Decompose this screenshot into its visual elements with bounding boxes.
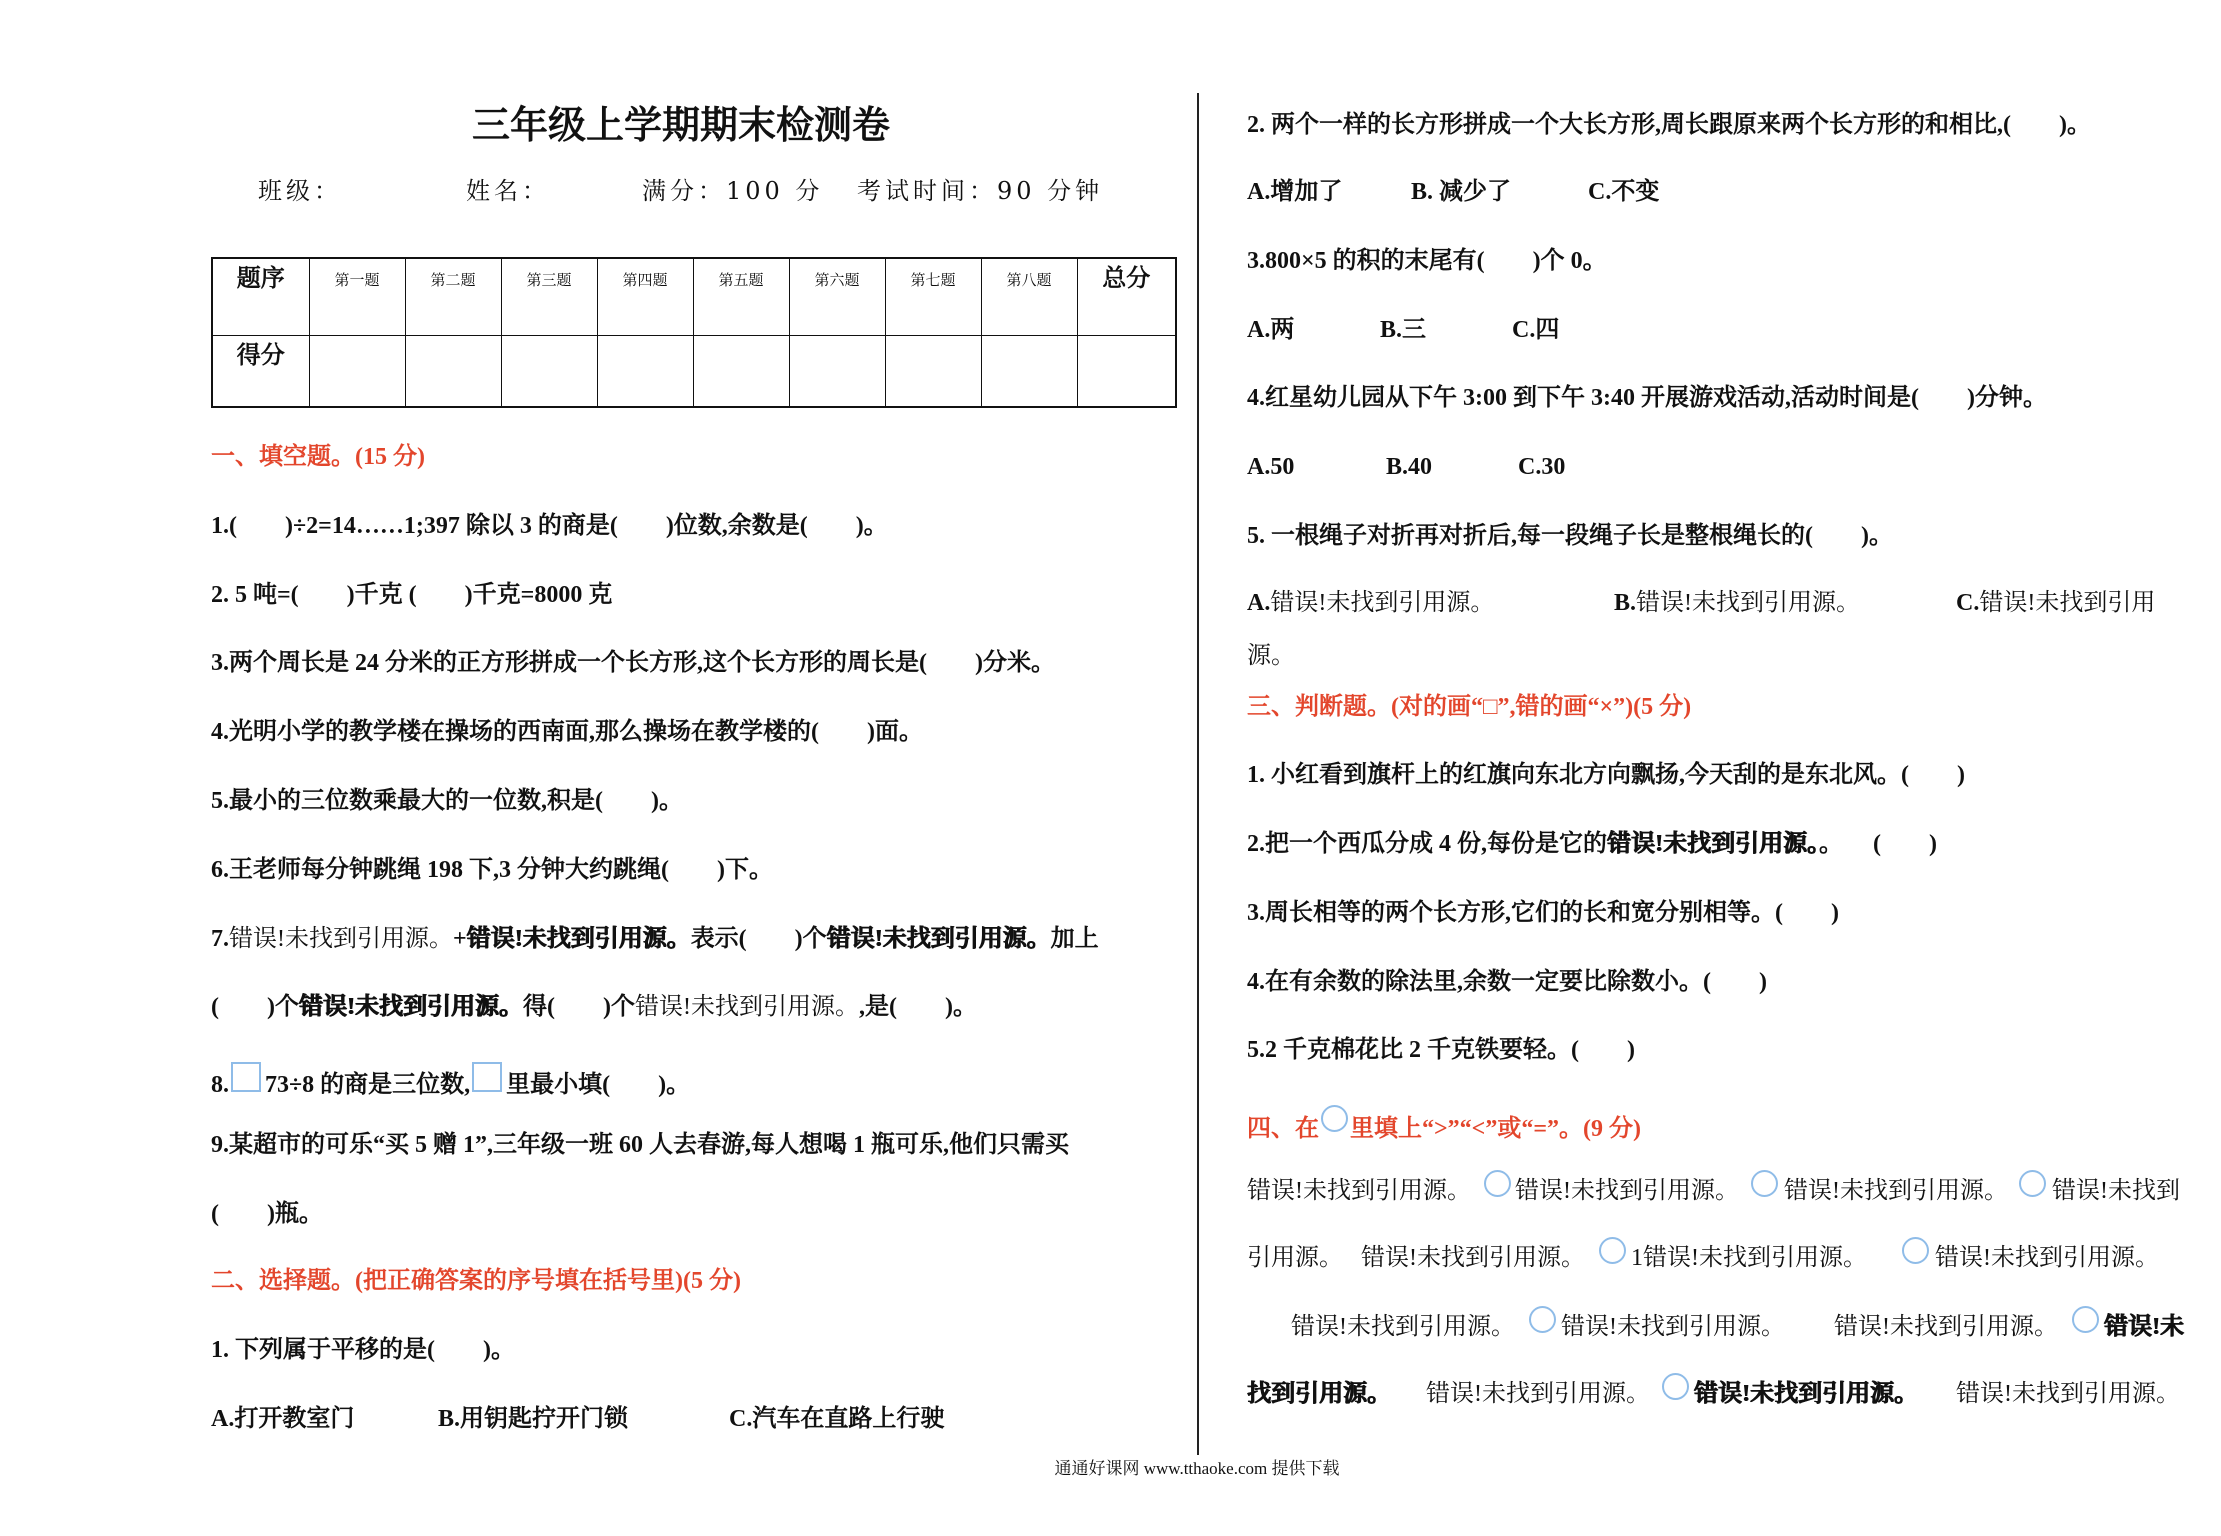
score-cell bbox=[693, 336, 789, 408]
option-c: C.30 bbox=[1518, 454, 1566, 480]
exam-title: 三年级上学期期末检测卷 bbox=[471, 105, 890, 147]
q7-text: 加上 bbox=[1050, 926, 1099, 952]
fill-in-q2: 2. 5 吨=( )千克 ( )千克=8000 克 bbox=[211, 582, 613, 608]
page-footer: 通通好课网 www.tthaoke.com 提供下载 bbox=[1054, 1459, 1340, 1478]
reference-error-text: 错误!未找到引用源。 bbox=[1426, 1381, 1650, 1407]
reference-error-text: 错误!未找到引用源。 bbox=[826, 926, 1051, 952]
true-false-q1: 1. 小红看到旗杆上的红旗向东北方向飘扬,今天刮的是东北风。( ) bbox=[1247, 762, 1965, 788]
reference-error-text: 错误!未找到引用源。 bbox=[298, 994, 523, 1020]
reference-error-text: 错误!未找到引用源。 bbox=[466, 926, 691, 952]
q7-text: + bbox=[453, 926, 467, 952]
compare-circle-icon bbox=[1599, 1237, 1626, 1264]
reference-error-text: 错误!未找到引用源。 bbox=[1935, 1245, 2159, 1271]
option-label: B. bbox=[1614, 590, 1637, 616]
option-label: A. bbox=[1247, 590, 1271, 616]
score-cell bbox=[789, 336, 885, 408]
score-label-cell: 得分 bbox=[212, 336, 309, 408]
reference-error-text: 错误!未找到引用源。 bbox=[1956, 1381, 2180, 1407]
reference-error-text: 错误!未找到引用源。 bbox=[1247, 1178, 1471, 1204]
option-b: B.40 bbox=[1386, 454, 1433, 480]
q7-text: 得( )个 bbox=[522, 994, 635, 1020]
reference-error-text: 错误!未找到引用源。 bbox=[1636, 590, 1861, 616]
option-b: B. 减少了 bbox=[1411, 179, 1512, 205]
compare-circle-icon bbox=[2072, 1306, 2099, 1333]
reference-error-text: 错误!未找到引用源。 bbox=[1291, 1314, 1515, 1340]
column-header-1: 第一题 bbox=[309, 258, 405, 336]
score-cell bbox=[309, 336, 405, 408]
section-heading-fill-in: 一、填空题。(15 分) bbox=[211, 444, 425, 470]
section-heading-compare bbox=[1247, 1105, 1642, 1142]
row-header-cell: 题序 bbox=[212, 258, 309, 336]
choice-q5-continuation: 源。 bbox=[1247, 643, 1295, 669]
reference-error-text: 找到引用源。 bbox=[1247, 1381, 1391, 1407]
true-false-q4: 4.在有余数的除法里,余数一定要比除数小。( ) bbox=[1247, 969, 1767, 995]
q7-text: ( )个 bbox=[211, 994, 299, 1020]
q7-text: 7. bbox=[211, 926, 229, 952]
true-false-q5: 5.2 千克棉花比 2 千克铁要轻。( ) bbox=[1247, 1037, 1635, 1063]
option-b: B.三 bbox=[1380, 317, 1427, 343]
fill-in-q8 bbox=[211, 1062, 691, 1098]
fill-in-q4: 4.光明小学的教学楼在操场的西南面,那么操场在教学楼的( )面。 bbox=[211, 719, 923, 745]
reference-error-text: 错误!未找到引用源。 bbox=[1561, 1314, 1785, 1340]
reference-error-text: 错误!未找到引用 bbox=[1979, 590, 2156, 616]
true-false-q3: 3.周长相等的两个长方形,它们的长和宽分别相等。( ) bbox=[1247, 900, 1839, 926]
true-false-q2 bbox=[1247, 830, 1937, 858]
class-label: 班级： bbox=[258, 177, 342, 205]
reference-error-text: 错误!未 bbox=[2104, 1314, 2184, 1340]
column-divider bbox=[1197, 93, 1199, 1455]
tf-q2-text: 2.把一个西瓜分成 4 份,每份是它的 bbox=[1247, 831, 1607, 857]
compare-heading-text: 里填上“>”“<”或“=”。(9 分) bbox=[1350, 1116, 1642, 1142]
option-b bbox=[1614, 589, 1860, 617]
option-c: C.汽车在直路上行驶 bbox=[729, 1406, 945, 1432]
q8-text: 73÷8 的商是三位数, bbox=[265, 1072, 471, 1098]
column-header-6: 第六题 bbox=[789, 258, 885, 336]
score-table bbox=[211, 257, 1177, 408]
reference-error-text: 错误!未找到引用源。 bbox=[634, 994, 859, 1020]
fill-in-q7-line2 bbox=[211, 993, 977, 1021]
reference-error-text: 错误!未找到引用源。 bbox=[229, 926, 453, 952]
name-label: 姓名： bbox=[466, 177, 550, 205]
reference-error-text: 错误!未找到引用源。 bbox=[1607, 831, 1819, 857]
reference-error-text: 引用源。 bbox=[1247, 1245, 1343, 1271]
fill-in-q1: 1.( )÷2=14……1;397 除以 3 的商是( )位数,余数是( )。 bbox=[211, 513, 888, 539]
column-header-3: 第三题 bbox=[501, 258, 597, 336]
choice-q1-stem: 1. 下列属于平移的是( )。 bbox=[211, 1337, 515, 1363]
reference-error-text: 错误!未找到引用源。 bbox=[1784, 1178, 2008, 1204]
score-cell bbox=[1077, 336, 1176, 408]
full-score: 满分：100 分 bbox=[642, 177, 824, 205]
compare-circle-icon bbox=[1751, 1170, 1778, 1197]
exam-time: 考试时间：90 分钟 bbox=[857, 177, 1104, 205]
score-table-score-row bbox=[212, 336, 1176, 408]
reference-error-text: 错误!未找到引用源。 bbox=[1361, 1245, 1585, 1271]
choice-q2-stem: 2. 两个一样的长方形拼成一个大长方形,周长跟原来两个长方形的和相比,( )。 bbox=[1247, 112, 2091, 138]
choice-q5-stem: 5. 一根绳子对折再对折后,每一段绳子长是整根绳长的( )。 bbox=[1247, 523, 1893, 549]
choice-q4-stem: 4.红星幼儿园从下午 3:00 到下午 3:40 开展游戏活动,活动时间是( )分钟。 bbox=[1247, 385, 2047, 411]
compare-circle-icon bbox=[2019, 1170, 2046, 1197]
reference-error-text: 错误!未找到 bbox=[2052, 1178, 2180, 1204]
column-header-7: 第七题 bbox=[885, 258, 981, 336]
reference-error-text: 错误!未找到引用源。 bbox=[1834, 1314, 2058, 1340]
option-c: C.不变 bbox=[1588, 179, 1660, 205]
blank-box-icon bbox=[472, 1062, 502, 1092]
option-a: A.两 bbox=[1247, 317, 1295, 343]
q7-text: 表示( )个 bbox=[690, 926, 827, 952]
reference-error-text: 错误!未找到引用源。 bbox=[1515, 1178, 1739, 1204]
section-heading-true-false: 三、判断题。(对的画“□”,错的画“×”)(5 分) bbox=[1247, 694, 1692, 720]
column-header-5: 第五题 bbox=[693, 258, 789, 336]
blank-box-icon bbox=[231, 1062, 261, 1092]
choice-q3-stem: 3.800×5 的积的末尾有( )个 0。 bbox=[1247, 248, 1607, 274]
compare-circle-icon bbox=[1321, 1105, 1348, 1132]
compare-circle-icon bbox=[1529, 1306, 1556, 1333]
q8-text: 里最小填( )。 bbox=[506, 1072, 691, 1098]
option-label: C. bbox=[1956, 590, 1980, 616]
score-cell bbox=[981, 336, 1077, 408]
compare-circle-icon bbox=[1902, 1237, 1929, 1264]
score-cell bbox=[501, 336, 597, 408]
score-cell bbox=[405, 336, 501, 408]
reference-error-text: 错误!未找到引用源。 bbox=[1694, 1381, 1918, 1407]
section-heading-choice: 二、选择题。(把正确答案的序号填在括号里)(5 分) bbox=[211, 1268, 741, 1294]
fill-in-q3: 3.两个周长是 24 分米的正方形拼成一个长方形,这个长方形的周长是( )分米。 bbox=[211, 650, 1055, 676]
fill-in-q7-line1 bbox=[211, 925, 1099, 953]
fill-in-q5: 5.最小的三位数乘最大的一位数,积是( )。 bbox=[211, 788, 683, 814]
compare-heading-text: 四、在 bbox=[1247, 1116, 1319, 1142]
fill-in-q9-line2: ( )瓶。 bbox=[211, 1201, 323, 1227]
answer-parentheses: ( ) bbox=[1873, 831, 1937, 857]
fill-in-q9-line1: 9.某超市的可乐“买 5 赠 1”,三年级一班 60 人去春游,每人想喝 1 瓶可乐,他们只需买 bbox=[211, 1132, 1069, 1158]
compare-circle-icon bbox=[1662, 1373, 1689, 1400]
column-header-4: 第四题 bbox=[597, 258, 693, 336]
reference-error-text: 1错误!未找到引用源。 bbox=[1631, 1245, 1867, 1271]
reference-error-text: 错误!未找到引用源。 bbox=[1270, 590, 1495, 616]
score-cell bbox=[885, 336, 981, 408]
option-a: A.50 bbox=[1247, 454, 1295, 480]
option-b: B.用钥匙拧开门锁 bbox=[438, 1406, 629, 1432]
q7-text: ,是( )。 bbox=[858, 994, 977, 1020]
compare-circle-icon bbox=[1484, 1170, 1511, 1197]
q8-number: 8. bbox=[211, 1072, 229, 1098]
fill-in-q6: 6.王老师每分钟跳绳 198 下,3 分钟大约跳绳( )下。 bbox=[211, 857, 773, 883]
total-header-cell: 总分 bbox=[1077, 258, 1176, 336]
option-a bbox=[1247, 589, 1494, 617]
option-a: A.增加了 bbox=[1247, 179, 1343, 205]
column-header-2: 第二题 bbox=[405, 258, 501, 336]
option-a: A.打开教室门 bbox=[211, 1406, 355, 1432]
score-table-header-row bbox=[212, 258, 1176, 336]
score-cell bbox=[597, 336, 693, 408]
tf-q2-text: 。 bbox=[1819, 831, 1843, 857]
option-c bbox=[1956, 589, 2155, 617]
column-header-8: 第八题 bbox=[981, 258, 1077, 336]
option-c: C.四 bbox=[1512, 317, 1560, 343]
